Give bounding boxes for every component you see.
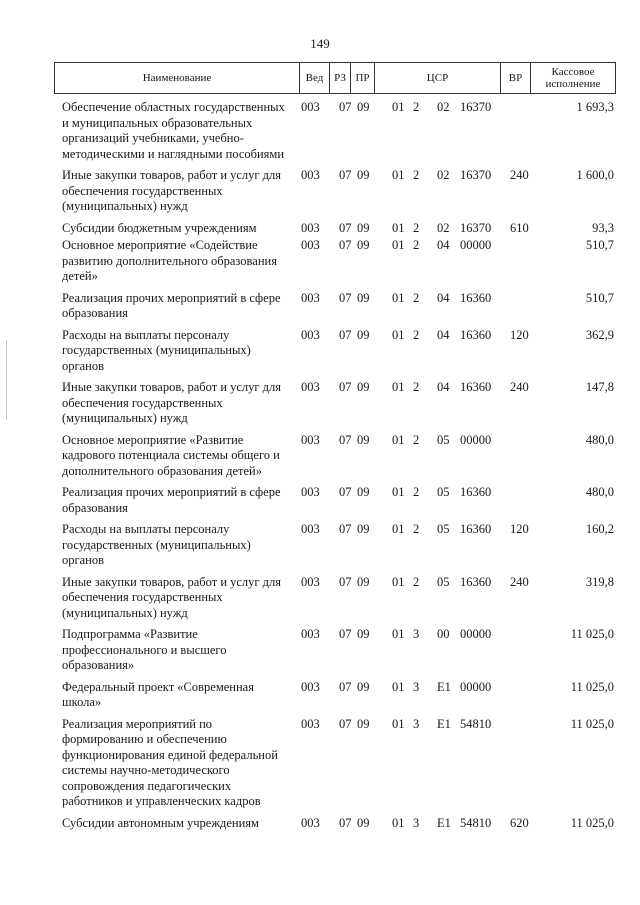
row-program: 01 <box>392 432 405 447</box>
row-pr: 09 <box>357 432 370 447</box>
row-subprogram: 2 <box>413 100 420 114</box>
row-subprogram: 3 <box>413 679 420 694</box>
row-rz: 07 <box>339 627 352 641</box>
row-rz: 07 <box>339 380 352 394</box>
table-row <box>0 627 640 674</box>
row-code: 00000 <box>460 679 492 694</box>
row-activity: 00 <box>437 627 450 641</box>
row-program: 01 <box>392 716 405 731</box>
row-rz: 07 <box>339 327 352 342</box>
row-program: 01 <box>392 220 405 235</box>
row-name: Расходы на выплаты персоналу государственных (муниципальных) органов <box>62 522 251 567</box>
row-ved: 003 <box>301 327 320 342</box>
row-name: Иные закупки товаров, работ и услуг для обеспечения государственных (муниципальных) нужд <box>62 168 282 213</box>
row-amount: 319,8 <box>585 574 614 589</box>
row-program: 01 <box>392 485 405 499</box>
row-code: 54810 <box>460 815 492 830</box>
row-subprogram: 2 <box>413 290 420 305</box>
header-ved: Вед <box>299 63 329 93</box>
row-ved: 003 <box>301 380 320 394</box>
row-amount: 11 025,0 <box>570 815 614 830</box>
row-subprogram: 3 <box>413 716 420 731</box>
row-name: Федеральный проект «Современная школа» <box>62 679 254 709</box>
row-pr: 09 <box>357 574 370 589</box>
row-rz: 07 <box>339 485 352 499</box>
row-ved: 003 <box>301 220 320 235</box>
row-rz: 07 <box>339 815 352 830</box>
row-rz: 07 <box>339 679 352 694</box>
row-name: Субсидии бюджетным учреждениям <box>62 220 257 235</box>
row-program: 01 <box>392 380 405 394</box>
row-rz: 07 <box>339 716 352 731</box>
row-program: 01 <box>392 100 405 114</box>
row-pr: 09 <box>357 522 370 536</box>
row-code: 16360 <box>460 485 492 499</box>
row-ved: 003 <box>301 716 320 731</box>
row-pr: 09 <box>357 815 370 830</box>
table-row <box>0 816 640 832</box>
header-pr: ПР <box>350 63 374 93</box>
row-amount: 11 025,0 <box>570 627 614 641</box>
row-pr: 09 <box>357 290 370 305</box>
table-row <box>0 221 640 237</box>
row-vr: 240 <box>510 168 529 182</box>
row-vr: 120 <box>510 327 529 342</box>
table-row <box>0 238 640 285</box>
row-subprogram: 3 <box>413 627 420 641</box>
row-ved: 003 <box>301 679 320 694</box>
row-name: Иные закупки товаров, работ и услуг для обеспечения государственных (муниципальных) нужд <box>62 380 282 425</box>
row-pr: 09 <box>357 327 370 342</box>
table-row <box>0 291 640 322</box>
row-code: 16370 <box>460 168 492 182</box>
row-ved: 003 <box>301 238 320 252</box>
row-name: Расходы на выплаты персоналу государственных (муниципальных) органов <box>62 327 251 373</box>
row-ved: 003 <box>301 574 320 589</box>
row-activity: 05 <box>437 522 450 536</box>
row-rz: 07 <box>339 574 352 589</box>
row-activity: 04 <box>437 290 450 305</box>
row-ved: 003 <box>301 290 320 305</box>
row-ved: 003 <box>301 100 320 114</box>
table-row <box>0 380 640 427</box>
row-amount: 93,3 <box>592 220 614 235</box>
table-row <box>0 328 640 375</box>
row-program: 01 <box>392 679 405 694</box>
row-rz: 07 <box>339 522 352 536</box>
row-subprogram: 2 <box>413 238 420 252</box>
row-code: 16370 <box>460 100 492 114</box>
row-ved: 003 <box>301 815 320 830</box>
row-activity: 04 <box>437 238 450 252</box>
row-pr: 09 <box>357 220 370 235</box>
row-amount: 510,7 <box>585 290 614 305</box>
row-amount: 362,9 <box>585 327 614 342</box>
row-amount: 1 693,3 <box>576 100 614 114</box>
row-subprogram: 2 <box>413 380 420 394</box>
row-amount: 1 600,0 <box>576 168 614 182</box>
row-name: Иные закупки товаров, работ и услуг для обеспечения государственных (муниципальных) нужд <box>62 574 282 620</box>
row-program: 01 <box>392 327 405 342</box>
row-activity: E1 <box>437 716 451 731</box>
row-program: 01 <box>392 574 405 589</box>
row-code: 16360 <box>460 327 492 342</box>
row-subprogram: 2 <box>413 220 420 235</box>
table-row <box>0 717 640 810</box>
row-amount: 510,7 <box>585 238 614 252</box>
row-code: 00000 <box>460 432 492 447</box>
row-program: 01 <box>392 238 405 252</box>
row-activity: 05 <box>437 485 450 499</box>
row-vr: 610 <box>510 220 529 235</box>
row-rz: 07 <box>339 238 352 252</box>
row-vr: 240 <box>510 380 529 394</box>
row-code: 16360 <box>460 290 492 305</box>
row-program: 01 <box>392 290 405 305</box>
row-subprogram: 2 <box>413 327 420 342</box>
row-name: Реализация прочих мероприятий в сфере образования <box>62 485 281 515</box>
row-activity: E1 <box>437 679 451 694</box>
row-subprogram: 2 <box>413 522 420 536</box>
row-pr: 09 <box>357 168 370 182</box>
table-row <box>0 575 640 622</box>
table-row <box>0 680 640 711</box>
row-name: Подпрограмма «Развитие профессионального и высшего образования» <box>62 627 227 672</box>
row-program: 01 <box>392 627 405 641</box>
row-vr: 120 <box>510 522 529 536</box>
row-code: 16370 <box>460 220 492 235</box>
row-amount: 11 025,0 <box>570 679 614 694</box>
row-amount: 147,8 <box>585 380 614 394</box>
row-activity: 04 <box>437 327 450 342</box>
row-subprogram: 3 <box>413 815 420 830</box>
row-ved: 003 <box>301 432 320 447</box>
row-pr: 09 <box>357 100 370 114</box>
row-program: 01 <box>392 168 405 182</box>
page-number: 149 <box>310 36 330 51</box>
row-subprogram: 2 <box>413 485 420 499</box>
row-pr: 09 <box>357 716 370 731</box>
row-pr: 09 <box>357 679 370 694</box>
table-body <box>0 100 640 837</box>
row-vr: 620 <box>510 815 529 830</box>
row-ved: 003 <box>301 168 320 182</box>
row-ved: 003 <box>301 627 320 641</box>
row-rz: 07 <box>339 432 352 447</box>
header-csr: ЦСР <box>374 63 500 93</box>
row-code: 16360 <box>460 380 492 394</box>
row-name: Субсидии автономным учреждениям <box>62 815 259 830</box>
table-row <box>0 522 640 569</box>
row-code: 00000 <box>460 627 492 641</box>
row-activity: 04 <box>437 380 450 394</box>
header-amount: Кассовое исполнение <box>530 63 615 93</box>
row-program: 01 <box>392 815 405 830</box>
table-row <box>0 168 640 215</box>
row-name: Основное мероприятие «Развитие кадрового потенциала системы общего и дополнительного образования детей» <box>62 432 280 478</box>
row-name: Реализация прочих мероприятий в сфере образования <box>62 290 281 320</box>
table-header <box>54 62 616 94</box>
row-code: 00000 <box>460 238 492 252</box>
row-pr: 09 <box>357 627 370 641</box>
row-amount: 160,2 <box>585 522 614 536</box>
row-pr: 09 <box>357 380 370 394</box>
row-ved: 003 <box>301 485 320 499</box>
table-row <box>0 485 640 516</box>
header-rz: РЗ <box>329 63 350 93</box>
row-code: 16360 <box>460 574 492 589</box>
header-name: Наименование <box>142 72 212 84</box>
row-pr: 09 <box>357 238 370 252</box>
row-activity: 05 <box>437 432 450 447</box>
row-subprogram: 2 <box>413 168 420 182</box>
row-rz: 07 <box>339 100 352 114</box>
row-activity: 05 <box>437 574 450 589</box>
header-vr: ВР <box>500 63 530 93</box>
row-activity: E1 <box>437 815 451 830</box>
row-code: 54810 <box>460 716 492 731</box>
row-name: Обеспечение областных государственных и муниципальных образовательных организаций учебниками, учебно-методическими и наглядными пособиями <box>62 100 285 161</box>
table-row <box>0 100 640 162</box>
row-name: Основное мероприятие «Содействие развитию дополнительного образования детей» <box>62 238 277 283</box>
scan-edge-mark <box>6 340 7 420</box>
row-activity: 02 <box>437 168 450 182</box>
row-activity: 02 <box>437 100 450 114</box>
row-pr: 09 <box>357 485 370 499</box>
row-code: 16360 <box>460 522 492 536</box>
row-ved: 003 <box>301 522 320 536</box>
row-activity: 02 <box>437 220 450 235</box>
table-row <box>0 433 640 480</box>
row-program: 01 <box>392 522 405 536</box>
row-amount: 480,0 <box>585 485 614 499</box>
row-subprogram: 2 <box>413 574 420 589</box>
row-subprogram: 2 <box>413 432 420 447</box>
row-vr: 240 <box>510 574 529 589</box>
row-rz: 07 <box>339 168 352 182</box>
row-rz: 07 <box>339 220 352 235</box>
row-amount: 11 025,0 <box>570 716 614 731</box>
row-amount: 480,0 <box>585 432 614 447</box>
row-rz: 07 <box>339 290 352 305</box>
row-name: Реализация мероприятий по формированию и обеспечению функционирования единой федеральной системы научно-методического сопровождения педагогических работников и управленческих кадров <box>62 716 278 808</box>
